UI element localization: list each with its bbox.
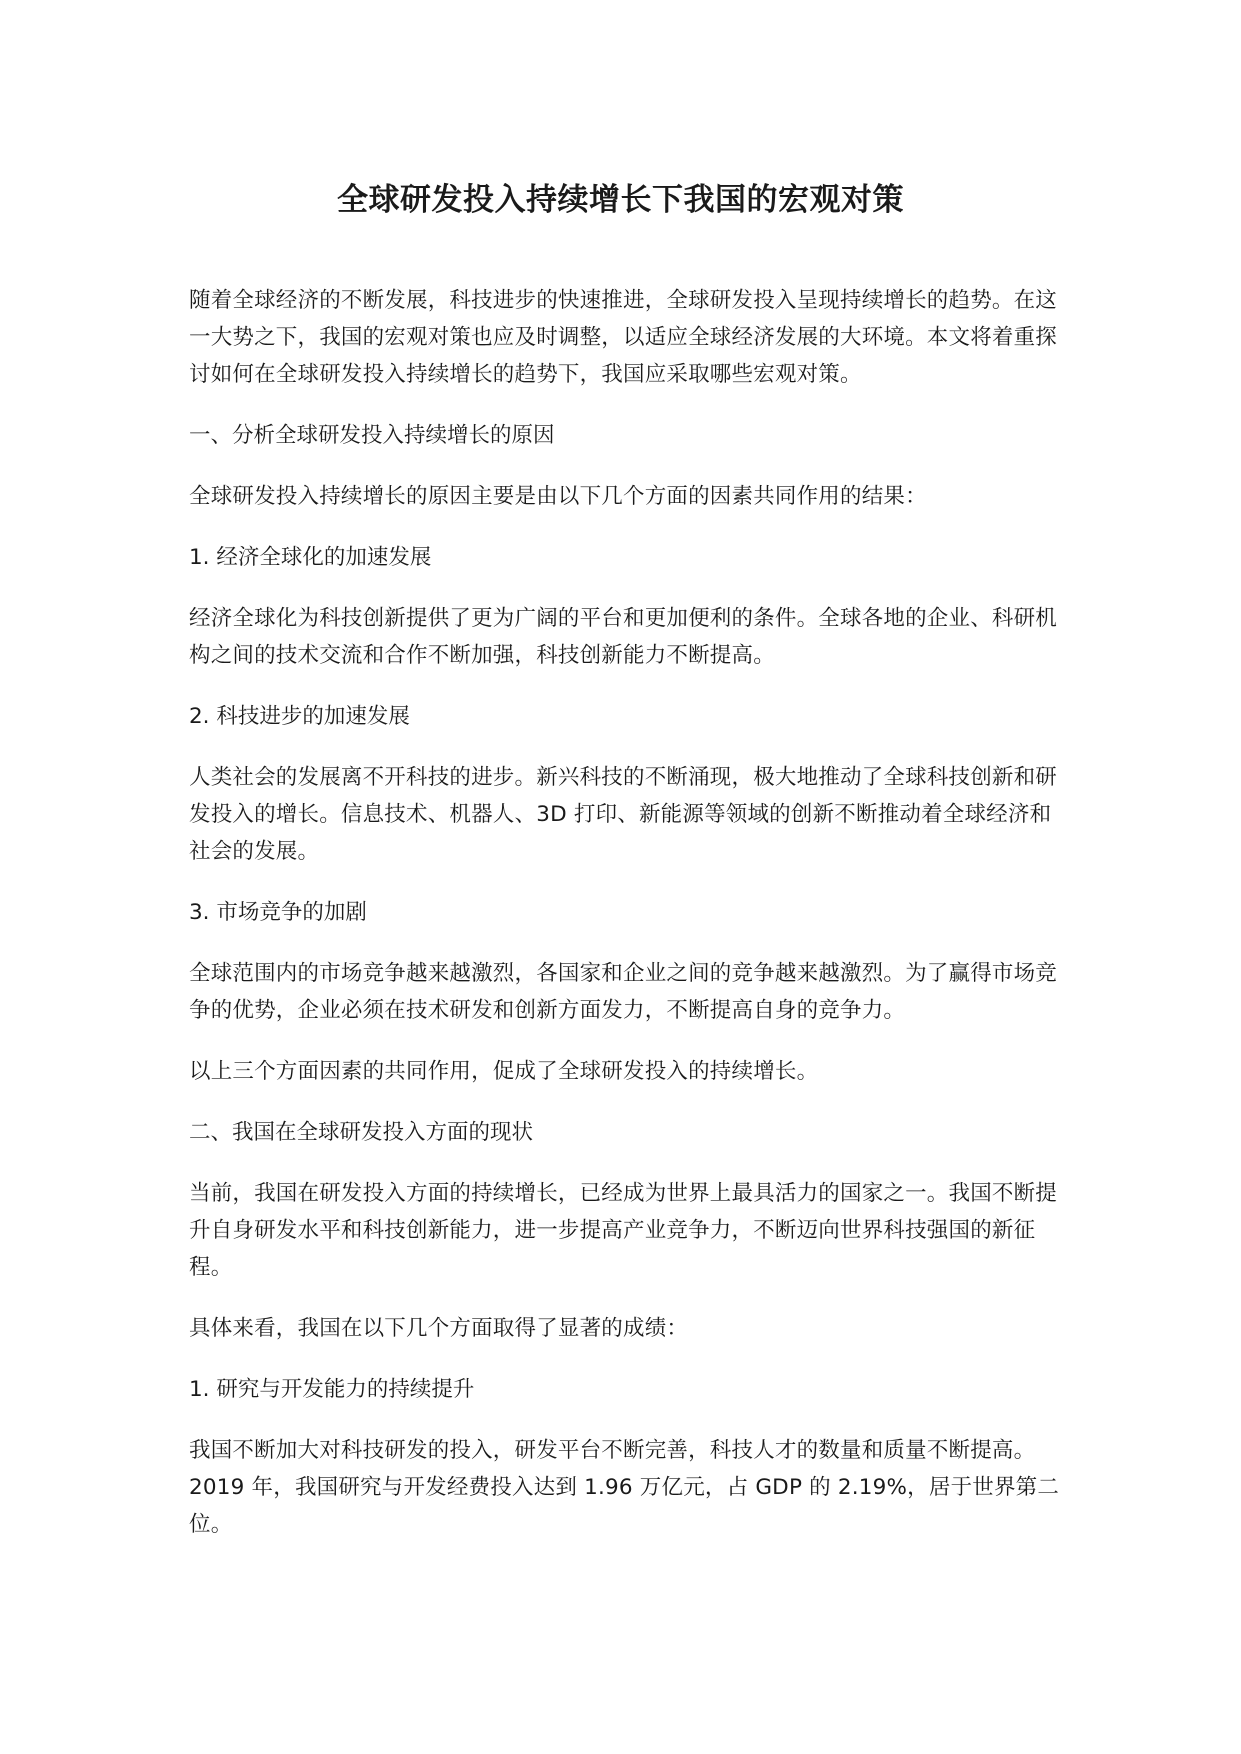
section-heading: 二、我国在全球研发投入方面的现状 — [189, 1120, 534, 1145]
document-title: 全球研发投入持续增长下我国的宏观对策 — [337, 182, 904, 218]
paragraph: 经济全球化为科技创新提供了更为广阔的平台和更加便利的条件。全球各地的企业、科研机构之间的技术交流和合作不断加强，科技创新能力不断提高。 — [189, 606, 1058, 668]
paragraph: 具体来看，我国在以下几个方面取得了显著的成绩： — [189, 1316, 689, 1341]
paragraph: 当前，我国在研发投入方面的持续增长，已经成为世界上最具活力的国家之一。我国不断提升自身研发水平和科技创新能力，进一步提高产业竞争力，不断迈向世界科技强国的新征程。 — [189, 1181, 1058, 1280]
subsection-heading: 3. 市场竞争的加剧 — [189, 900, 367, 925]
paragraph: 以上三个方面因素的共同作用，促成了全球研发投入的持续增长。 — [189, 1059, 819, 1084]
paragraph: 随着全球经济的不断发展，科技进步的快速推进，全球研发投入呈现持续增长的趋势。在这一大势之下，我国的宏观对策也应及时调整，以适应全球经济发展的大环境。本文将着重探讨如何在全球研发投入持续增长的趋势下，我国应采取哪些宏观对策。 — [189, 288, 1058, 387]
section-heading: 一、分析全球研发投入持续增长的原因 — [189, 423, 555, 448]
subsection-heading: 2. 科技进步的加速发展 — [189, 704, 410, 729]
subsection-heading: 1. 经济全球化的加速发展 — [189, 545, 432, 570]
document-body — [189, 282, 1069, 1567]
paragraph: 人类社会的发展离不开科技的进步。新兴科技的不断涌现，极大地推动了全球科技创新和研发投入的增长。信息技术、机器人、3D 打印、新能源等领域的创新不断推动着全球经济和社会的发展。 — [189, 765, 1058, 864]
paragraph: 全球研发投入持续增长的原因主要是由以下几个方面的因素共同作用的结果： — [189, 484, 927, 509]
subsection-heading: 1. 研究与开发能力的持续提升 — [189, 1377, 475, 1402]
paragraph: 我国不断加大对科技研发的投入，研发平台不断完善，科技人才的数量和质量不断提高。2019 年，我国研究与开发经费投入达到 1.96 万亿元，占 GDP 的 2.19%，居于世界第二位。 — [189, 1438, 1060, 1537]
paragraph: 全球范围内的市场竞争越来越激烈，各国家和企业之间的竞争越来越激烈。为了赢得市场竞争的优势，企业必须在技术研发和创新方面发力，不断提高自身的竞争力。 — [189, 961, 1058, 1023]
